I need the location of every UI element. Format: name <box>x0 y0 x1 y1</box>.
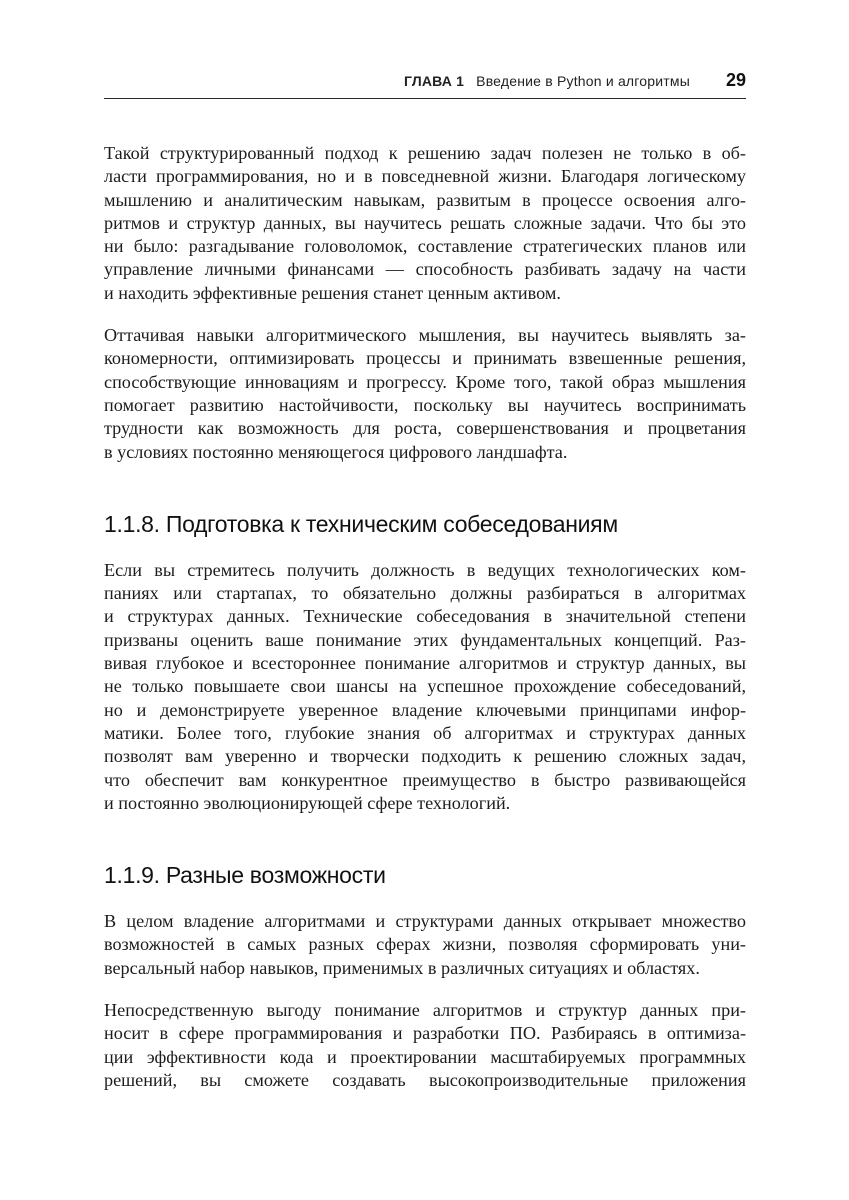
text-line: Такой структурированный подход к решению задач полезен не только в об- <box>104 143 746 163</box>
section-heading-interviews: 1.1.8. Подготовка к техническим собеседованиям <box>104 510 618 537</box>
text-line: не только повышаете свои шансы на успешное прохождение собеседований, <box>104 676 746 697</box>
text-line: Если вы стремитесь получить должность в ведущих технологических ком- <box>104 559 746 580</box>
text-line: матики. Более того, глубокие знания об алгоритмах и структурах данных <box>104 722 746 743</box>
text-line: ции эффективности кода и проектировании масштабируемых программных <box>104 1046 746 1067</box>
page-content <box>104 142 746 1092</box>
text-line: помогает развитию настойчивости, поскольку вы научитесь воспринимать <box>104 394 746 415</box>
text-line: что обеспечит вам конкурентное преимущество в быстро развивающейся <box>104 769 746 790</box>
text-line: и находить эффективные решения станет ценным активом. <box>104 282 561 303</box>
text-line: версальный набор навыков, применимых в различных ситуациях и областях. <box>104 957 700 978</box>
paragraph-opportunities <box>104 910 746 980</box>
paragraph-structured-approach <box>104 142 746 305</box>
text-line: ласти программирования, но и в повседневной жизни. Благодаря логическому <box>104 166 746 187</box>
text-line: и постоянно эволюционирующей сфере технологий. <box>104 792 511 813</box>
text-line: и структурах данных. Технические собеседования в значительной степени <box>104 606 746 627</box>
text-line: призваны оценить ваше понимание этих фундаментальных концепций. Раз- <box>104 629 746 650</box>
text-line: Непосредственную выгоду понимание алгоритмов и структур данных при- <box>104 1000 746 1021</box>
text-line: решений, вы сможете создавать высокопроизводительные приложения <box>104 1069 746 1090</box>
text-line: кономерности, оптимизировать процессы и принимать взвешенные решения, <box>104 348 746 369</box>
text-line: Оттачивая навыки алгоритмического мышления, вы научитесь выявлять за- <box>104 325 746 346</box>
text-line: мышлению и аналитическим навыкам, развитым в процессе освоения алго- <box>104 189 746 210</box>
chapter-info <box>404 73 690 89</box>
text-line: вивая глубокое и всестороннее понимание алгоритмов и структур данных, вы <box>104 653 746 674</box>
text-line: ни было: разгадывание головоломок, составление стратегических планов или <box>104 236 746 257</box>
text-line: ритмов и структур данных, вы научитесь решать сложные задачи. Что бы это <box>104 212 746 233</box>
text-line: носит в сфере программирования и разработки ПО. Разбираясь в оптимиза- <box>104 1023 746 1044</box>
text-line: возможностей в самых разных сферах жизни, позволяя сформировать уни- <box>104 934 746 955</box>
paragraph-software-benefits <box>104 999 746 1092</box>
text-line: но и демонстрируете уверенное владение ключевыми принципами инфор- <box>104 699 746 720</box>
running-header <box>104 64 746 99</box>
section-heading-opportunities: 1.1.9. Разные возможности <box>104 862 386 889</box>
text-line: способствующие инновациям и прогрессу. Кроме того, такой образ мышления <box>104 371 746 392</box>
chapter-title: Введение в Python и алгоритмы <box>476 73 690 89</box>
text-line: трудности как возможность для роста, совершенствования и процветания <box>104 418 746 439</box>
paragraph-interviews <box>104 559 746 815</box>
paragraph-algorithmic-thinking <box>104 324 746 464</box>
text-line: управление личными финансами — способность разбивать задачу на части <box>104 259 746 280</box>
text-line: в условиях постоянно меняющегося цифрового ландшафта. <box>104 441 568 462</box>
text-line: В целом владение алгоритмами и структурами данных открывает множество <box>104 911 746 932</box>
page-number: 29 <box>725 70 746 90</box>
text-line: позволят вам уверенно и творчески подходить к решению сложных задач, <box>104 746 746 767</box>
text-line: паниях или стартапах, то обязательно должны разбираться в алгоритмах <box>104 583 746 604</box>
chapter-label: ГЛАВА 1 <box>404 73 465 89</box>
